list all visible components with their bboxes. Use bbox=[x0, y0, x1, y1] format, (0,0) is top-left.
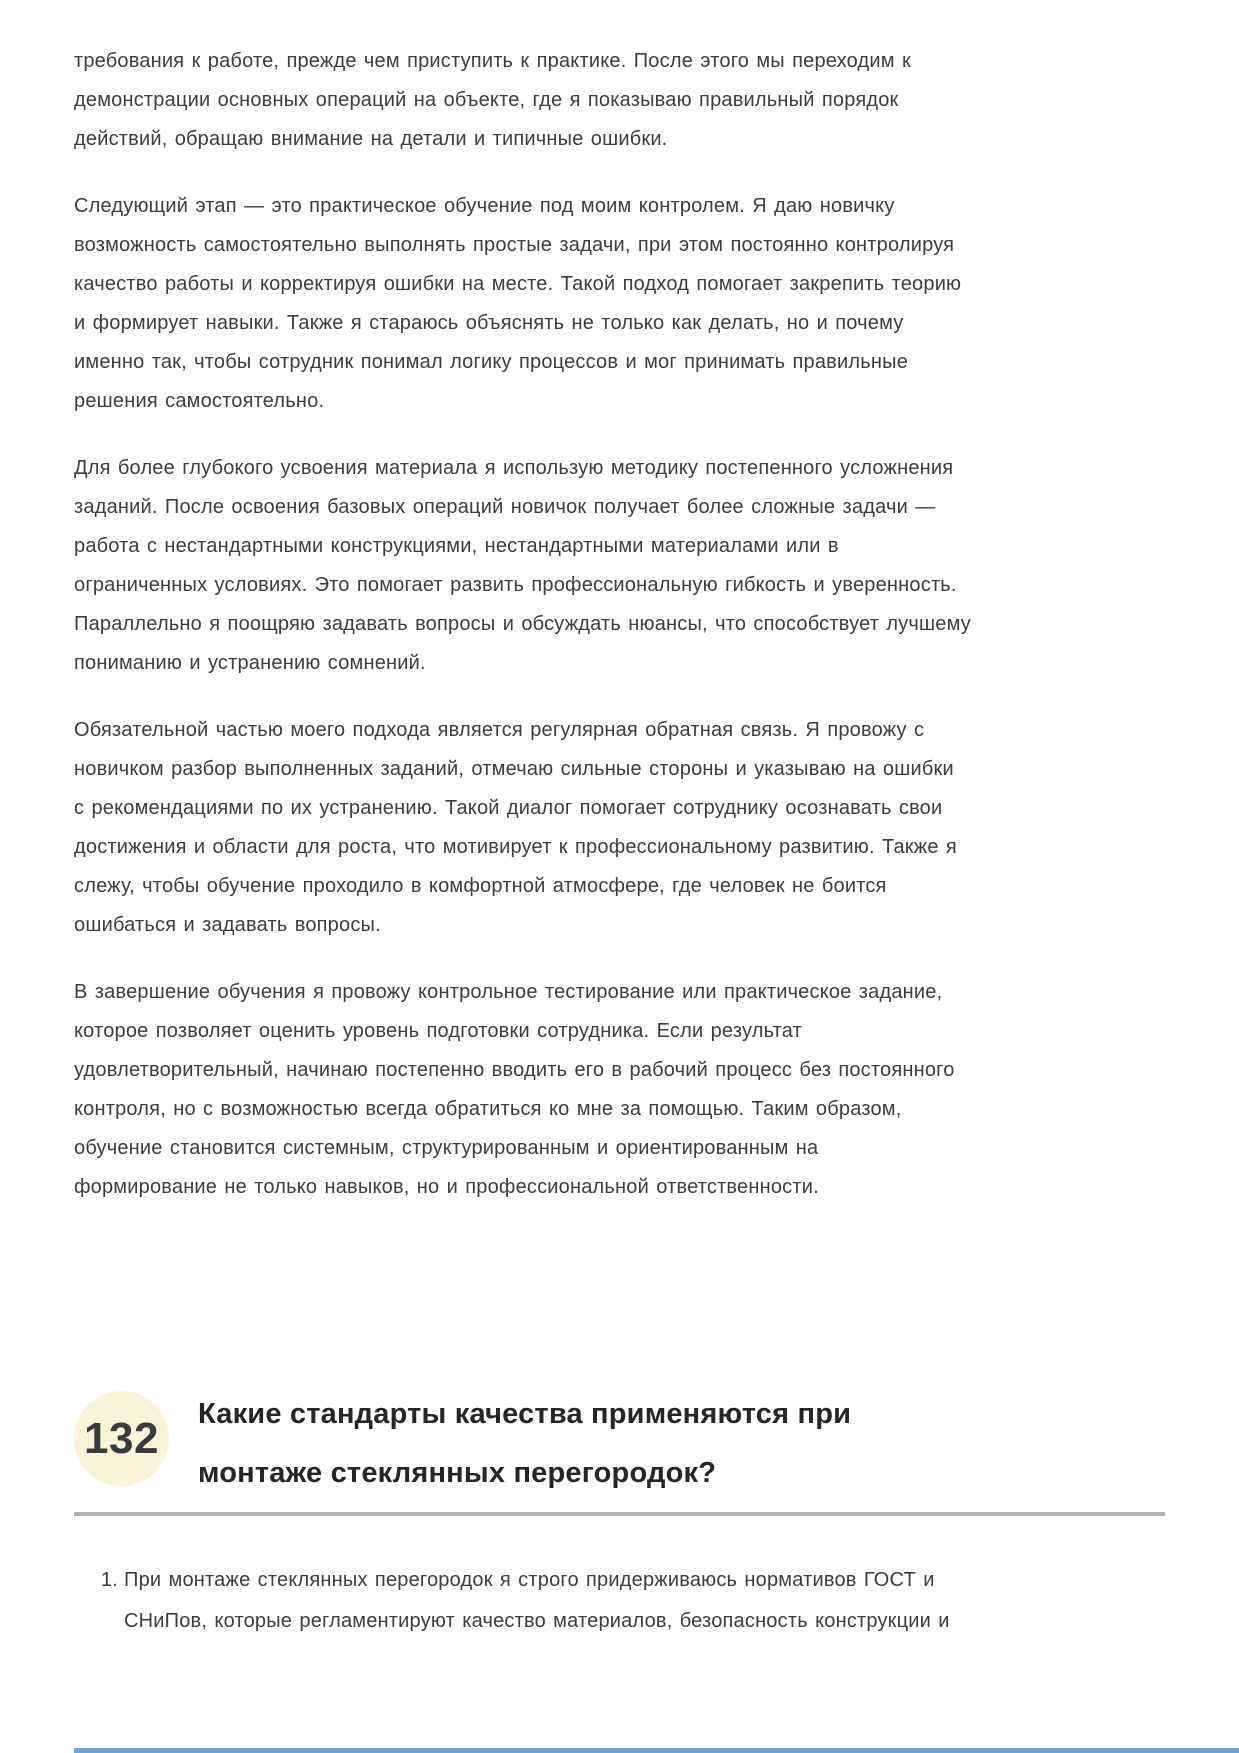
text-line: формирование не только навыков, но и профессиональной ответственности. bbox=[74, 1176, 819, 1198]
text-line: возможность самостоятельно выполнять простые задачи, при этом постоянно контролируя bbox=[74, 234, 955, 256]
text-line: пониманию и устранению сомнений. bbox=[74, 652, 426, 674]
text-line: работа с нестандартными конструкциями, нестандартными материалами или в bbox=[74, 535, 839, 557]
text-line: СНиПов, которые регламентируют качество материалов, безопасность конструкции и bbox=[124, 1610, 950, 1632]
text-line: обучение становится системным, структурированным и ориентированным на bbox=[74, 1137, 819, 1159]
question-number: 132 bbox=[84, 1413, 159, 1463]
text-line: решения самостоятельно. bbox=[74, 390, 325, 412]
text-line: удовлетворительный, начинаю постепенно вводить его в рабочий процесс без постоянного bbox=[74, 1059, 955, 1081]
text-line: ошибаться и задавать вопросы. bbox=[74, 914, 381, 936]
paragraph bbox=[74, 711, 1165, 945]
text-line: достижения и области для роста, что мотивирует к профессиональному развитию. Также я bbox=[74, 836, 957, 858]
text-line: демонстрации основных операций на объекте, где я показываю правильный порядок bbox=[74, 89, 899, 111]
text-line: ограниченных условиях. Это помогает развить профессиональную гибкость и уверенность. bbox=[74, 574, 957, 596]
text-line: с рекомендациями по их устранению. Такой диалог помогает сотруднику осознавать свои bbox=[74, 797, 943, 819]
text-line: контроля, но с возможностью всегда обратиться ко мне за помощью. Таким образом, bbox=[74, 1098, 902, 1120]
text-line: требования к работе, прежде чем приступить к практике. После этого мы переходим к bbox=[74, 50, 911, 72]
text-line: Параллельно я поощряю задавать вопросы и обсуждать нюансы, что способствует лучшему bbox=[74, 613, 971, 635]
text-line: действий, обращаю внимание на детали и типичные ошибки. bbox=[74, 128, 668, 150]
question-number-badge bbox=[74, 1391, 169, 1486]
section-divider bbox=[74, 1512, 1165, 1516]
answer-list bbox=[74, 1560, 1165, 1642]
question-block bbox=[74, 1385, 1165, 1503]
text-line: слежу, чтобы обучение проходило в комфортной атмосфере, где человек не боится bbox=[74, 875, 887, 897]
paragraph bbox=[74, 42, 1165, 159]
text-line: Следующий этап — это практическое обучение под моим контролем. Я даю новичку bbox=[74, 195, 895, 217]
paragraph bbox=[74, 973, 1165, 1207]
text-line: При монтаже стеклянных перегородок я строго придерживаюсь нормативов ГОСТ и bbox=[124, 1569, 935, 1591]
paragraph bbox=[74, 449, 1165, 683]
text-line: В завершение обучения я провожу контрольное тестирование или практическое задание, bbox=[74, 981, 943, 1003]
bottom-accent-bar bbox=[74, 1748, 1239, 1753]
list-item bbox=[74, 1560, 1165, 1642]
text-line: качество работы и корректируя ошибки на месте. Такой подход помогает закрепить теорию bbox=[74, 273, 962, 295]
paragraph bbox=[74, 187, 1165, 421]
list-item-text bbox=[124, 1560, 950, 1642]
previous-answer-continuation bbox=[74, 42, 1165, 1207]
text-line: монтаже стеклянных перегородок? bbox=[198, 1457, 717, 1489]
text-line: новичком разбор выполненных заданий, отмечаю сильные стороны и указываю на ошибки bbox=[74, 758, 954, 780]
text-line: которое позволяет оценить уровень подготовки сотрудника. Если результат bbox=[74, 1020, 803, 1042]
text-line: именно так, чтобы сотрудник понимал логику процессов и мог принимать правильные bbox=[74, 351, 909, 373]
text-line: и формирует навыки. Также я стараюсь объяснять не только как делать, но и почему bbox=[74, 312, 904, 334]
question-title bbox=[198, 1385, 851, 1503]
text-line: заданий. После освоения базовых операций новичок получает более сложные задачи — bbox=[74, 496, 936, 518]
text-line: Обязательной частью моего подхода является регулярная обратная связь. Я провожу с bbox=[74, 719, 925, 741]
list-item-number: 1. bbox=[100, 1569, 118, 1591]
text-line: Какие стандарты качества применяются при bbox=[198, 1398, 852, 1430]
text-line: Для более глубокого усвоения материала я использую методику постепенного усложнения bbox=[74, 457, 954, 479]
